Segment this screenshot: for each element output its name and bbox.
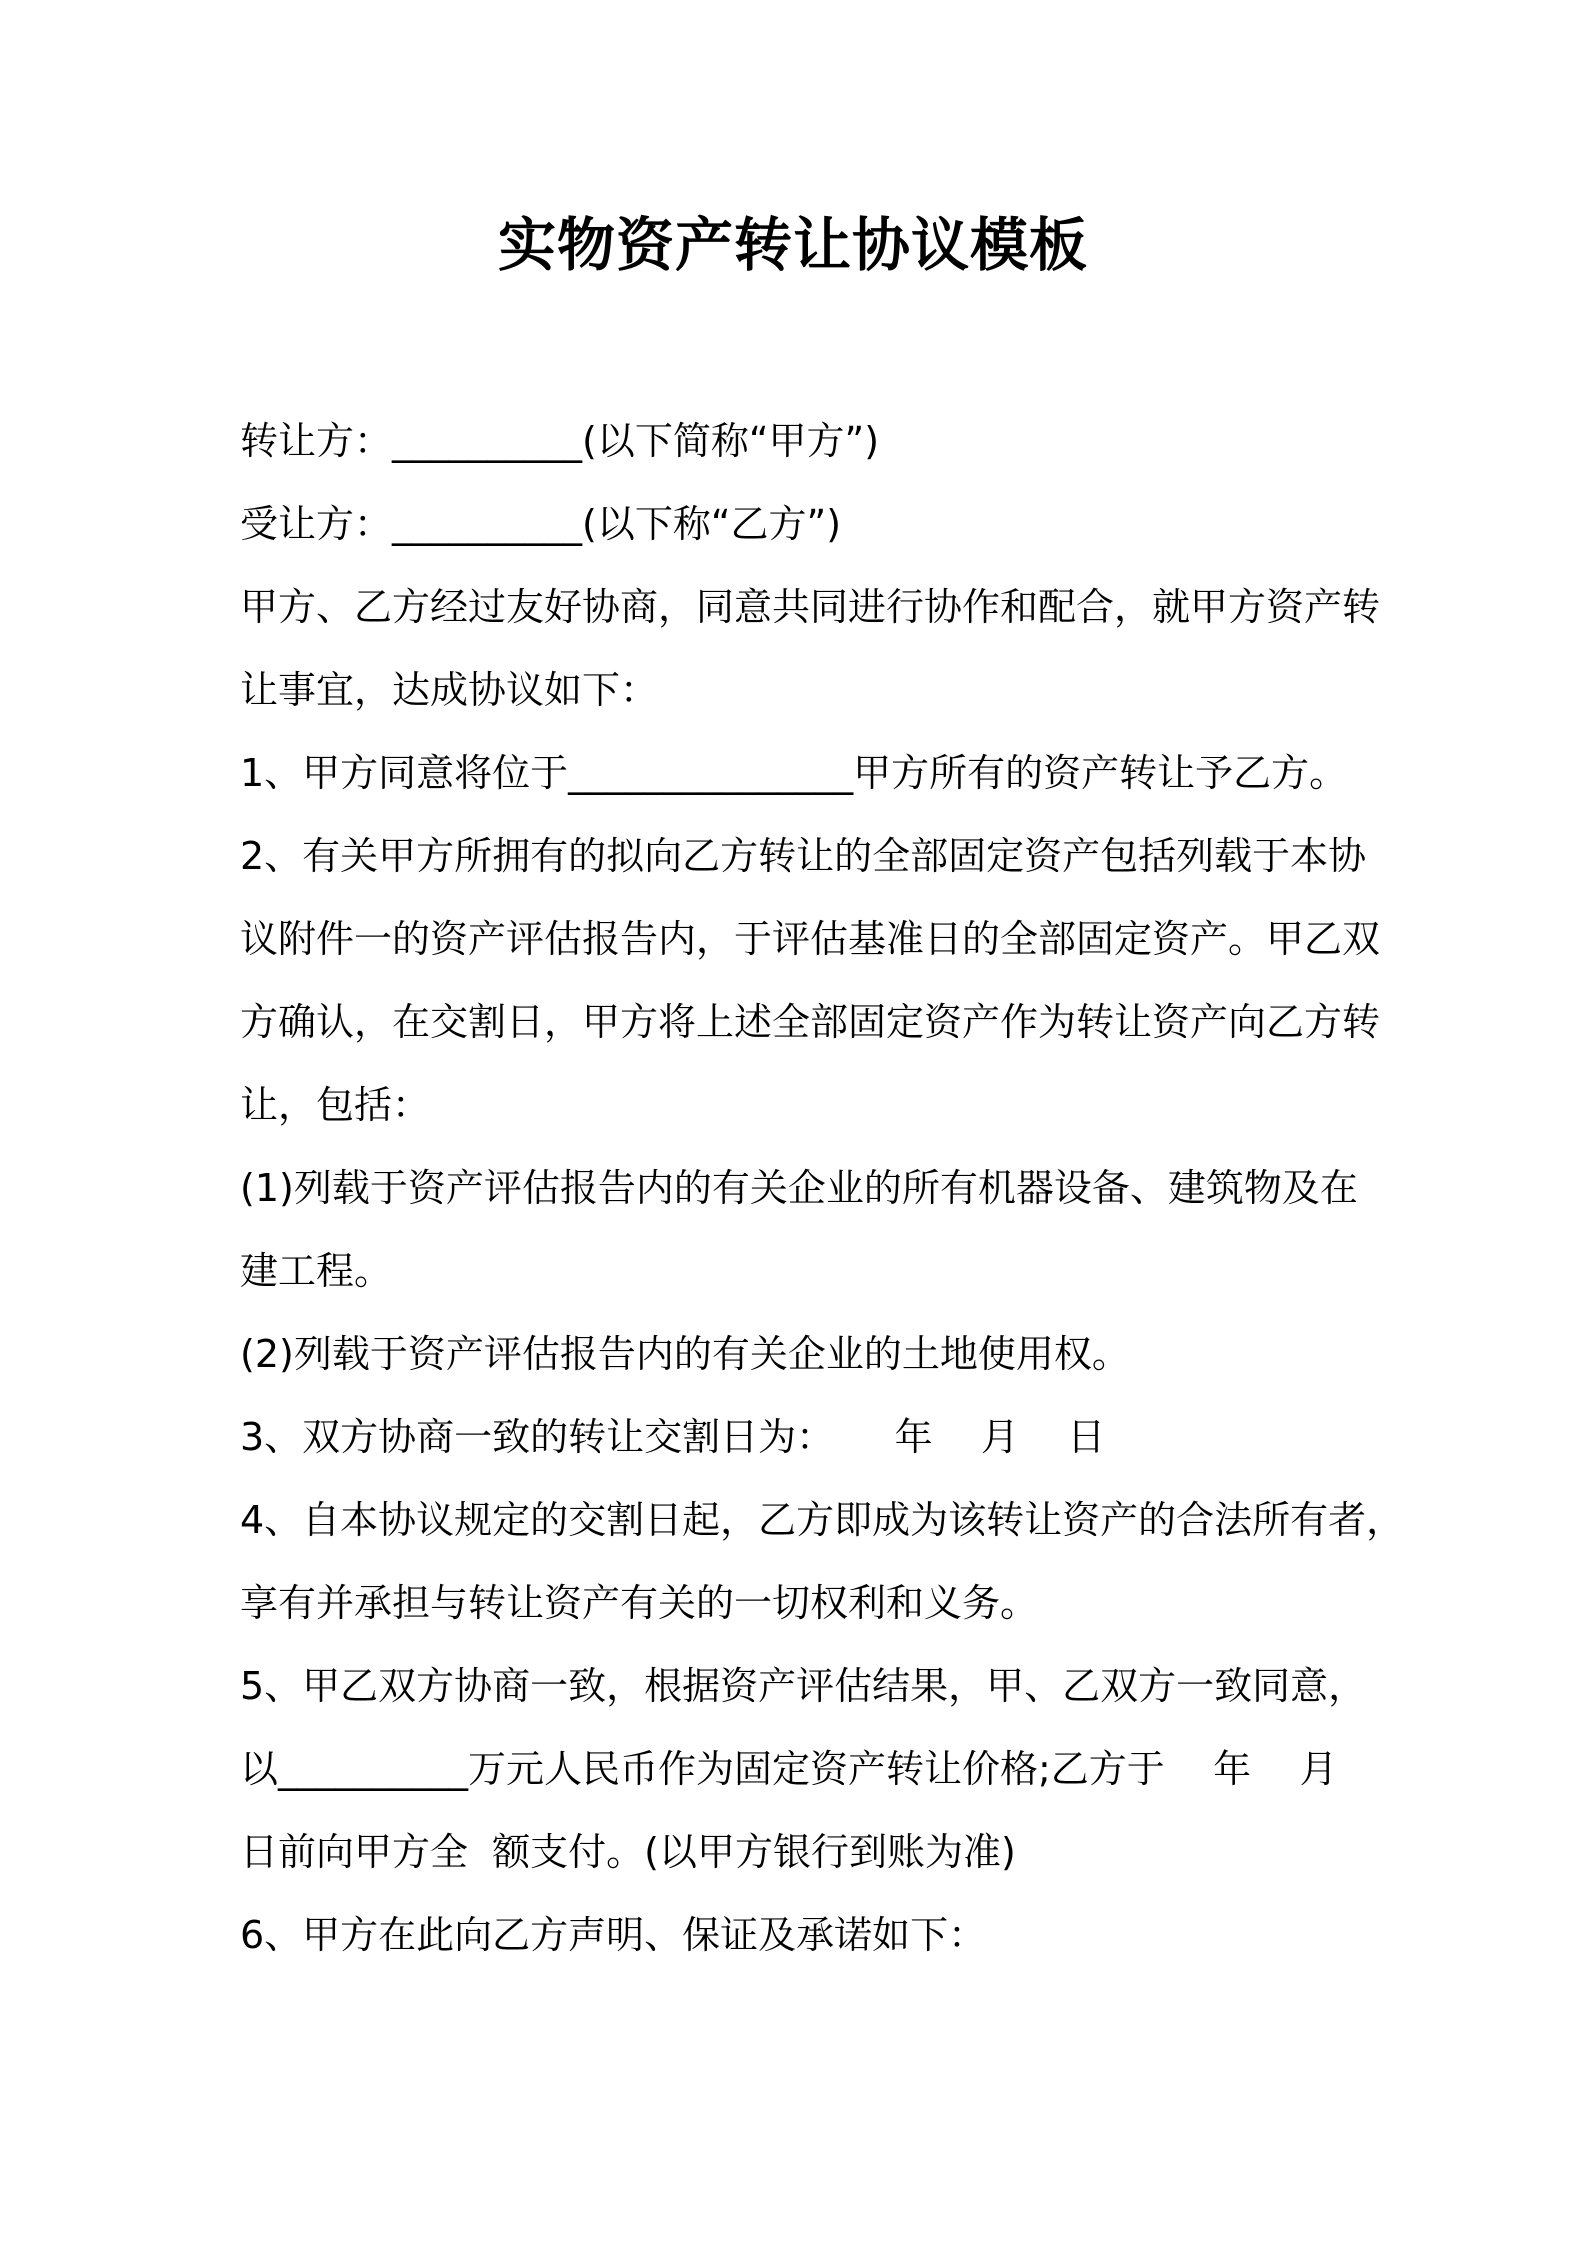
clause-2-line-2: 议附件一的资产评估报告内，于评估基准日的全部固定资产。甲乙双 bbox=[240, 917, 1381, 961]
clause-4-line-1: 4、自本协议规定的交割日起，乙方即成为该转让资产的合法所有者， bbox=[240, 1498, 1405, 1542]
document-body bbox=[240, 400, 1405, 1977]
clause-1-line: 1、甲方同意将位于_______________甲方所有的资产转让予乙方。 bbox=[240, 751, 1348, 795]
clause-5-line-2: 以__________万元人民币作为固定资产转让价格;乙方于 年 月 bbox=[240, 1747, 1338, 1791]
document-title: 实物资产转让协议模板 bbox=[497, 211, 1088, 279]
clause-6-line: 6、甲方在此向乙方声明、保证及承诺如下： bbox=[240, 1913, 987, 1957]
party-a-line: 转让方：__________(以下简称“甲方”) bbox=[240, 419, 880, 463]
clause-2-item-1-line-2: 建工程。 bbox=[240, 1249, 393, 1293]
clause-2-line-1: 2、有关甲方所拥有的拟向乙方转让的全部固定资产包括列载于本协 bbox=[240, 834, 1367, 878]
clause-4-line-2: 享有并承担与转让资产有关的一切权利和义务。 bbox=[240, 1581, 1039, 1625]
clause-2-item-2-line: (2)列载于资产评估报告内的有关企业的土地使用权。 bbox=[240, 1332, 1130, 1376]
clause-2-line-3: 方确认，在交割日，甲方将上述全部固定资产作为转让资产向乙方转 bbox=[240, 1000, 1381, 1044]
clause-5-line-1: 5、甲乙双方协商一致，根据资产评估结果，甲、乙双方一致同意， bbox=[240, 1664, 1367, 1708]
clause-3-line: 3、双方协商一致的转让交割日为： 年 月 日 bbox=[240, 1415, 1106, 1459]
clause-2-item-1-line-1: (1)列载于资产评估报告内的有关企业的所有机器设备、建筑物及在 bbox=[240, 1166, 1358, 1210]
clause-5-line-3: 日前向甲方全 额支付。(以甲方银行到账为准) bbox=[240, 1830, 1016, 1874]
intro-line-2: 让事宜，达成协议如下： bbox=[240, 668, 659, 712]
party-b-line: 受让方：__________(以下称“乙方”) bbox=[240, 502, 842, 546]
clause-2-line-4: 让，包括： bbox=[240, 1083, 431, 1127]
intro-line-1: 甲方、乙方经过友好协商，同意共同进行协作和配合，就甲方资产转 bbox=[240, 585, 1381, 629]
